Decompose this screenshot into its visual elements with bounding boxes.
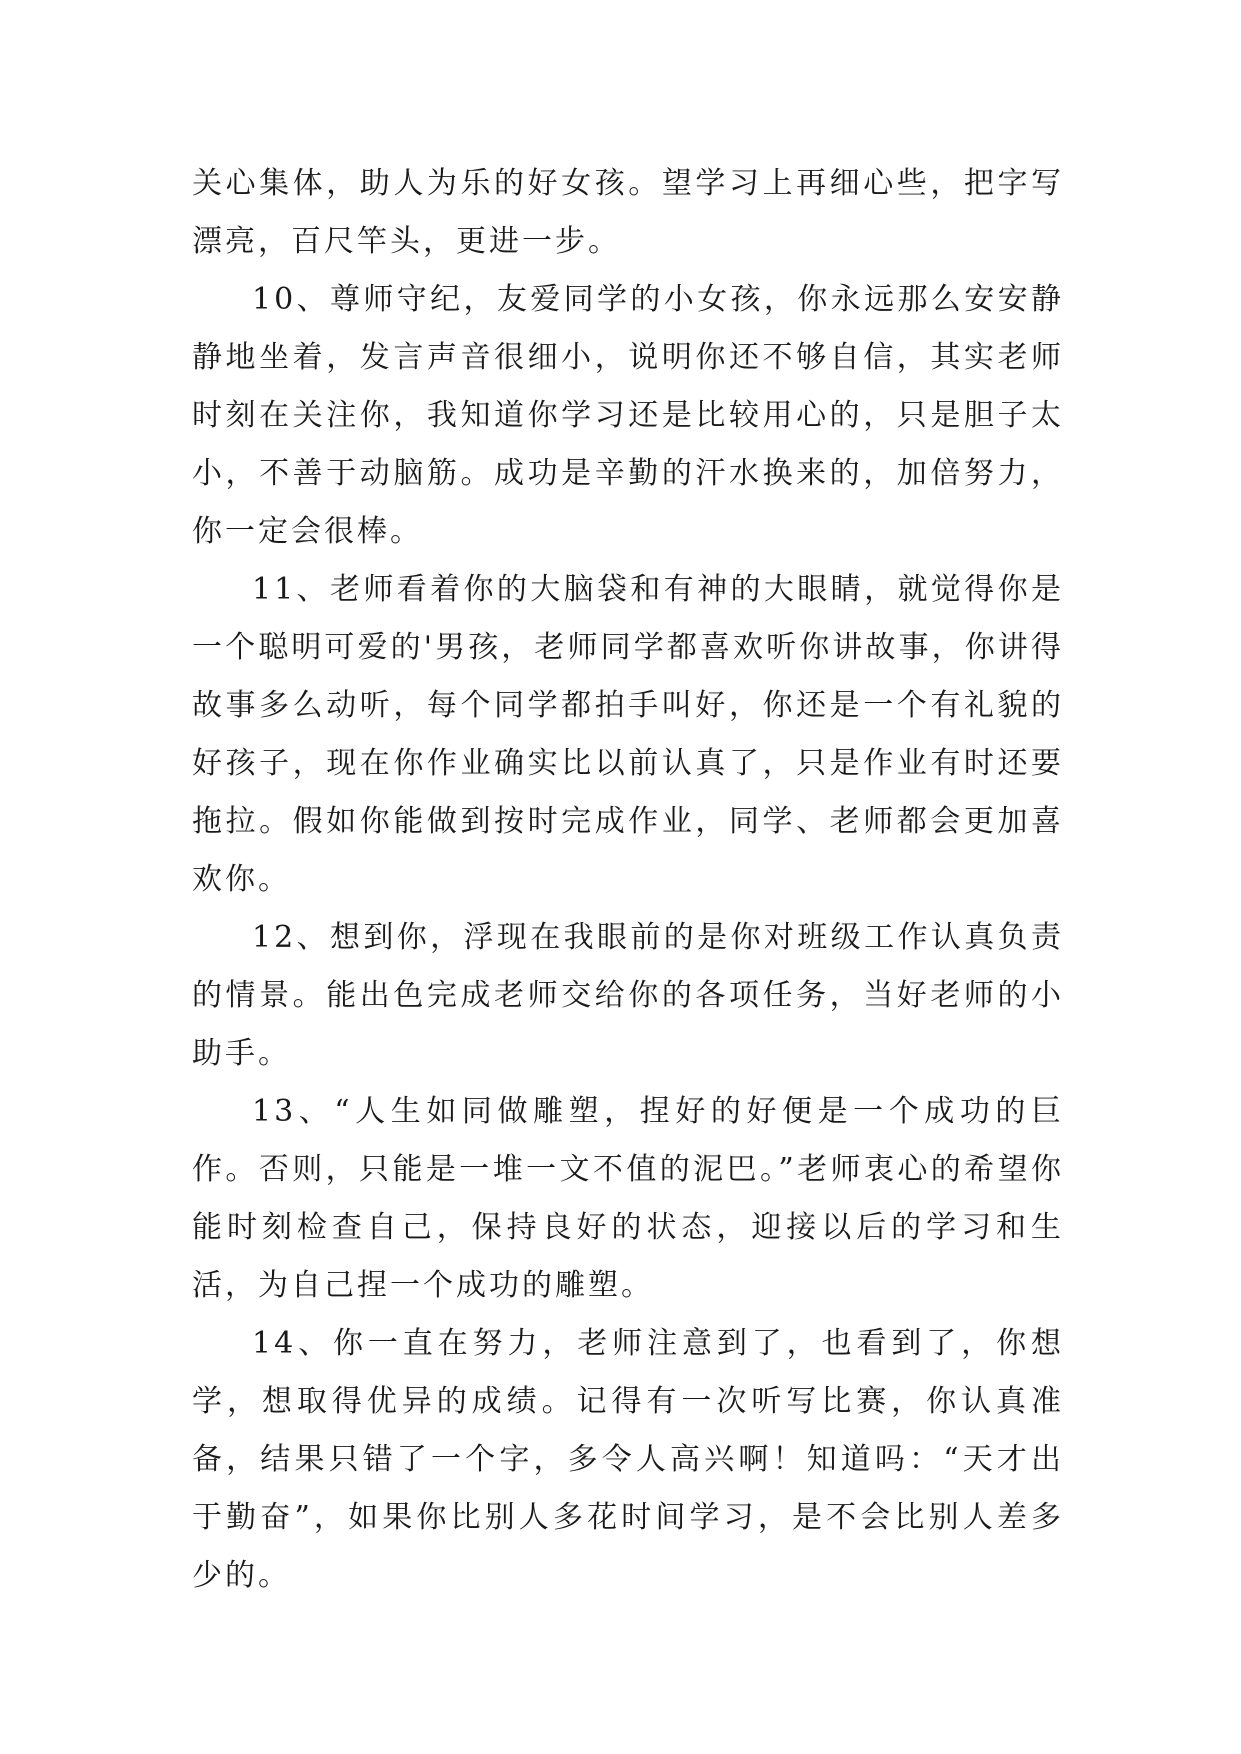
paragraph-continuation: 关心集体，助人为乐的好女孩。望学习上再细心些，把字写漂亮，百尺竿头，更进一步。 [192, 166, 1064, 259]
paragraph-item-12: 12、想到你，浮现在我眼前的是你对班级工作认真负责的情景。能出色完成老师交给你的各项任务，当好老师的小助手。 [192, 920, 1064, 1071]
paragraph-item-14: 14、你一直在努力，老师注意到了，也看到了，你想学，想取得优异的成绩。记得有一次听写比赛，你认真准备，结果只错了一个字，多令人高兴啊！知道吗：“天才出于勤奋”，如果你比别人多花时间学习，是不会比别人差多少的。 [192, 1326, 1064, 1593]
document-body [192, 155, 1064, 1605]
paragraph-item-13: 13、“人生如同做雕塑，捏好的好便是一个成功的巨作。否则，只能是一堆一文不值的泥巴。”老师衷心的希望你能时刻检查自己，保持良好的状态，迎接以后的学习和生活，为自己捏一个成功的雕塑。 [192, 1094, 1064, 1303]
paragraph-item-10: 10、尊师守纪，友爱同学的小女孩，你永远那么安安静静地坐着，发言声音很细小，说明你还不够自信，其实老师时刻在关注你，我知道你学习还是比较用心的，只是胆子太小，不善于动脑筋。成功是辛勤的汗水换来的，加倍努力，你一定会很棒。 [192, 282, 1064, 549]
paragraph-item-11: 11、老师看着你的大脑袋和有神的大眼睛，就觉得你是一个聪明可爱的'男孩，老师同学都喜欢听你讲故事，你讲得故事多么动听，每个同学都拍手叫好，你还是一个有礼貌的好孩子，现在你作业确实比以前认真了，只是作业有时还要拖拉。假如你能做到按时完成作业，同学、老师都会更加喜欢你。 [192, 572, 1064, 897]
